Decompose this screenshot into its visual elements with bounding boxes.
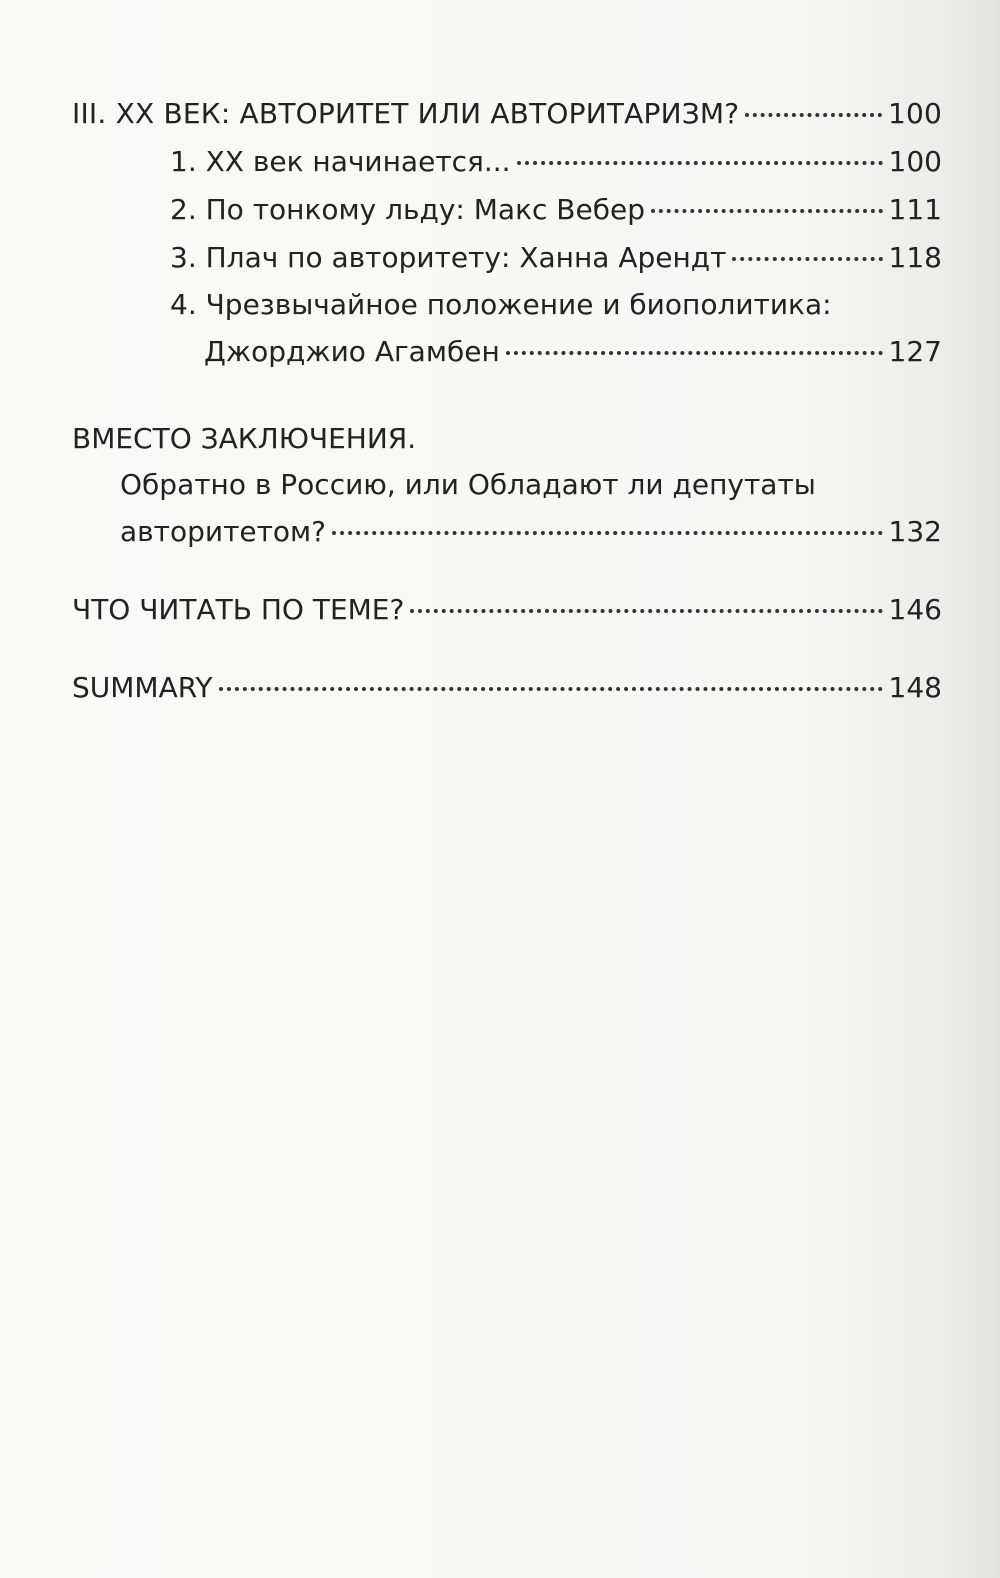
toc-page-number: 148 <box>888 671 942 704</box>
toc-entry-section-4 <box>72 328 942 376</box>
dot-leader <box>745 113 882 117</box>
toc-entry-label: ЧТО ЧИТАТЬ ПО ТЕМЕ? <box>72 593 405 626</box>
toc-entry-label: SUMMARY <box>72 671 213 704</box>
toc-entry-section-1 <box>72 138 942 186</box>
toc-entry-label: 3. Плач по авторитету: Ханна Арендт <box>170 241 727 274</box>
toc-page-number: 127 <box>888 335 942 368</box>
toc-entry-section-3 <box>72 234 942 282</box>
toc-page-number: 100 <box>887 97 942 130</box>
dot-leader <box>732 257 882 261</box>
toc-entry-chapter-3 <box>72 90 942 138</box>
toc-entry-conclusion <box>72 508 942 556</box>
toc-entry-label: III. XX ВЕК: АВТОРИТЕТ ИЛИ АВТОРИТАРИЗМ? <box>72 97 740 130</box>
toc-page-number: 100 <box>888 145 942 178</box>
dot-leader <box>506 351 883 355</box>
toc-page-number: 132 <box>888 515 942 548</box>
table-of-contents <box>72 90 942 712</box>
dot-leader <box>332 531 883 535</box>
toc-page-number: 111 <box>888 193 942 226</box>
toc-entry-label: авторитетом? <box>120 515 327 548</box>
toc-page-number: 146 <box>888 593 942 626</box>
dot-leader <box>219 687 883 691</box>
toc-page-number: 118 <box>888 241 942 274</box>
toc-entry-section-2 <box>72 186 942 234</box>
toc-conclusion-line-1: Обратно в Россию, или Обладают ли депутаты <box>120 468 816 501</box>
toc-entry-label: 1. XX век начинается... <box>170 145 511 178</box>
dot-leader <box>651 209 883 213</box>
toc-entry-section-4-line-1: 4. Чрезвычайное положение и биополитика: <box>170 288 832 321</box>
toc-conclusion-heading: ВМЕСТО ЗАКЛЮЧЕНИЯ. <box>72 422 417 455</box>
toc-entry-reading <box>72 586 942 634</box>
dot-leader <box>517 161 883 165</box>
toc-entry-label: Джорджио Агамбен <box>204 335 500 368</box>
dot-leader <box>410 609 882 613</box>
toc-entry-summary <box>72 664 942 712</box>
toc-entry-label: 2. По тонкому льду: Макс Вебер <box>170 193 645 226</box>
